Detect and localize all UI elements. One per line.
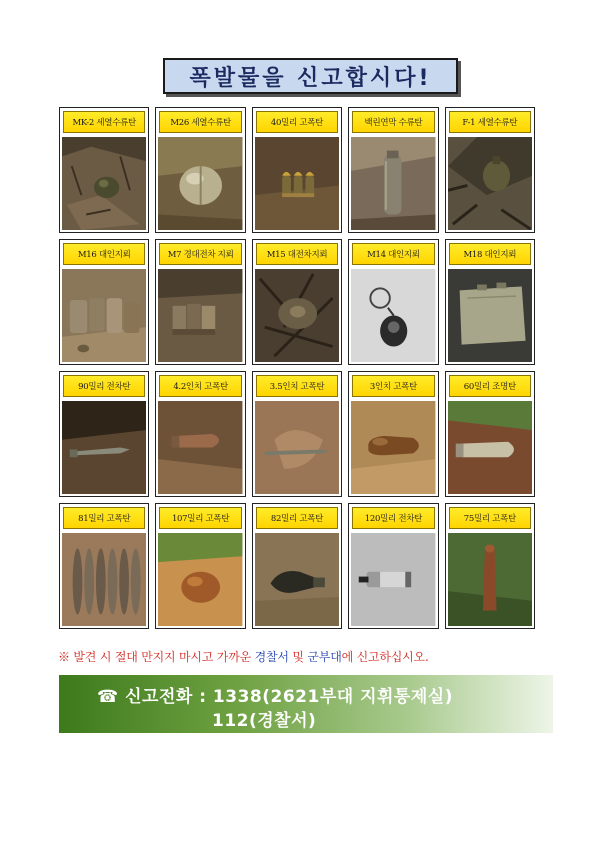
ordnance-card bbox=[155, 239, 245, 365]
shell-photo bbox=[62, 533, 146, 626]
page-title: 폭발물을 신고합시다! bbox=[189, 65, 432, 91]
ordnance-label: 60밀리 조명탄 bbox=[449, 375, 531, 397]
shell-photo bbox=[158, 533, 242, 626]
ordnance-label: F-1 세열수류탄 bbox=[449, 111, 531, 133]
ordnance-card bbox=[155, 503, 245, 629]
ordnance-card bbox=[348, 107, 438, 233]
ordnance-grid bbox=[59, 107, 535, 635]
ordnance-label: 백린연막 수류탄 bbox=[352, 111, 434, 133]
ordnance-label: 120밀리 전차탄 bbox=[352, 507, 434, 529]
shell-photo bbox=[255, 533, 339, 626]
shell-photo bbox=[255, 401, 339, 494]
ordnance-card bbox=[445, 239, 535, 365]
shell-photo bbox=[351, 533, 435, 626]
ordnance-card bbox=[59, 371, 149, 497]
ordnance-card bbox=[155, 107, 245, 233]
notice-text: ※ 발견 시 절대 만지지 마시고 가까운 bbox=[58, 650, 255, 664]
ordnance-card bbox=[59, 239, 149, 365]
ordnance-label: M7 경대전차 지뢰 bbox=[159, 243, 241, 265]
ordnance-label: 107밀리 고폭탄 bbox=[159, 507, 241, 529]
warning-notice bbox=[58, 648, 538, 665]
ordnance-label: 3인치 고폭탄 bbox=[352, 375, 434, 397]
shell-photo bbox=[448, 401, 532, 494]
ordnance-label: M14 대인지뢰 bbox=[352, 243, 434, 265]
ordnance-label: 4.2인치 고폭탄 bbox=[159, 375, 241, 397]
ordnance-label: 90밀리 전차탄 bbox=[63, 375, 145, 397]
shell-photo bbox=[448, 533, 532, 626]
ordnance-label: M26 세열수류탄 bbox=[159, 111, 241, 133]
page-title-box bbox=[163, 58, 458, 94]
hotline-banner bbox=[59, 675, 553, 733]
grenade-photo bbox=[62, 137, 146, 230]
ordnance-label: M15 대전차지뢰 bbox=[256, 243, 338, 265]
ordnance-card bbox=[445, 107, 535, 233]
shell-photo bbox=[255, 137, 339, 230]
shell-photo bbox=[351, 401, 435, 494]
grid-row bbox=[59, 371, 535, 497]
ordnance-label: 75밀리 고폭탄 bbox=[449, 507, 531, 529]
ordnance-card bbox=[59, 503, 149, 629]
ordnance-card bbox=[59, 107, 149, 233]
notice-police: 경찰서 bbox=[254, 650, 289, 664]
ordnance-card bbox=[348, 239, 438, 365]
ordnance-card bbox=[252, 503, 342, 629]
hotline-main: ☎ 신고전화 : 1338(2621부대 지휘통제실) bbox=[97, 687, 453, 707]
ordnance-card bbox=[348, 503, 438, 629]
ordnance-label: M16 대인지뢰 bbox=[63, 243, 145, 265]
grid-row bbox=[59, 107, 535, 233]
landmine-photo bbox=[351, 269, 435, 362]
hotline-police: 112(경찰서) bbox=[212, 711, 317, 731]
ordnance-card bbox=[445, 503, 535, 629]
grid-row bbox=[59, 503, 535, 629]
notice-military: 군부대 bbox=[307, 650, 342, 664]
ordnance-card bbox=[252, 239, 342, 365]
notice-text: 및 bbox=[288, 650, 308, 664]
smoke-grenade-photo bbox=[351, 137, 435, 230]
claymore-photo bbox=[448, 269, 532, 362]
ordnance-label: 3.5인치 고폭탄 bbox=[256, 375, 338, 397]
grenade-photo bbox=[158, 137, 242, 230]
ordnance-label: M18 대인지뢰 bbox=[449, 243, 531, 265]
shell-photo bbox=[62, 401, 146, 494]
ordnance-label: 40밀리 고폭탄 bbox=[256, 111, 338, 133]
notice-text: 에 신고하십시오. bbox=[341, 650, 429, 664]
landmine-photo bbox=[158, 269, 242, 362]
grid-row bbox=[59, 239, 535, 365]
ordnance-label: MK-2 세열수류탄 bbox=[63, 111, 145, 133]
ordnance-label: 81밀리 고폭탄 bbox=[63, 507, 145, 529]
ordnance-card bbox=[155, 371, 245, 497]
ordnance-label: 82밀리 고폭탄 bbox=[256, 507, 338, 529]
ordnance-card bbox=[348, 371, 438, 497]
ordnance-card bbox=[252, 371, 342, 497]
ordnance-card bbox=[445, 371, 535, 497]
ordnance-card bbox=[252, 107, 342, 233]
shell-photo bbox=[158, 401, 242, 494]
landmine-photo bbox=[255, 269, 339, 362]
landmine-photo bbox=[62, 269, 146, 362]
grenade-photo bbox=[448, 137, 532, 230]
